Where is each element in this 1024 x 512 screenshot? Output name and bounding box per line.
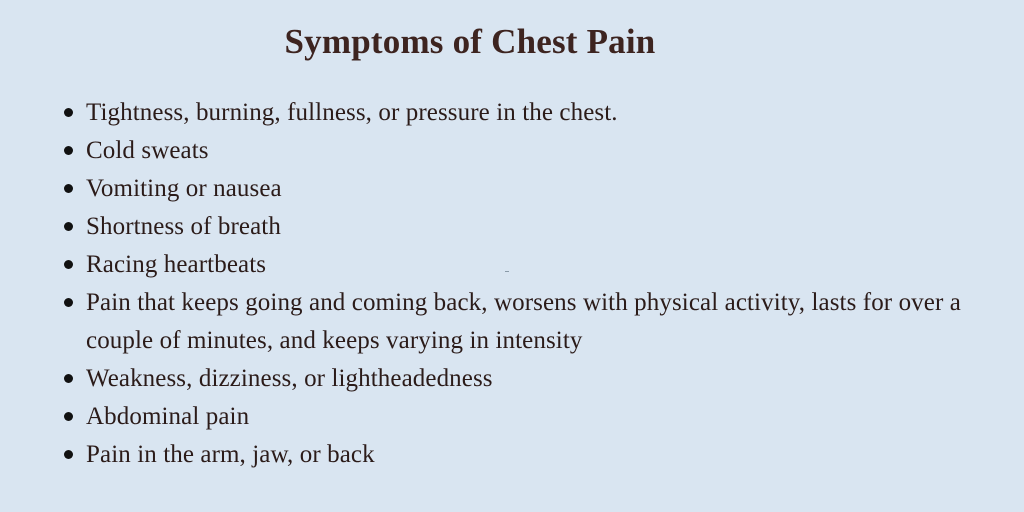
small-dash-mark: [505, 271, 509, 272]
list-item: [62, 436, 962, 474]
list-item: [62, 132, 962, 170]
list-item: [62, 246, 962, 284]
list-item-text: Abdominal pain: [86, 403, 250, 430]
list-item-text: Vomiting or nausea: [86, 175, 282, 202]
bullet-icon: [64, 412, 73, 421]
list-item: [62, 94, 962, 132]
list-item: [62, 170, 962, 208]
list-item-text: Cold sweats: [86, 137, 209, 164]
bullet-icon: [64, 108, 73, 117]
bullet-icon: [64, 184, 73, 193]
bullet-icon: [64, 374, 73, 383]
bullet-icon: [64, 260, 73, 269]
bullet-icon: [64, 222, 73, 231]
bullet-icon: [64, 298, 73, 307]
bullet-icon: [64, 146, 73, 155]
page-title: Symptoms of Chest Pain: [284, 22, 656, 61]
list-item: [62, 284, 962, 360]
list-item-text: Racing heartbeats: [86, 251, 267, 278]
list-item-text: Pain that keeps going and coming back, worsens with physical activity, lasts for over a couple of minutes, and keeps varying in intensity: [86, 289, 961, 354]
symptom-list: [62, 94, 962, 474]
list-item: [62, 398, 962, 436]
list-item-text: Tightness, burning, fullness, or pressure in the chest.: [86, 99, 618, 126]
list-item: [62, 360, 962, 398]
list-item-text: Weakness, dizziness, or lightheadedness: [86, 365, 493, 392]
list-item-text: Shortness of breath: [86, 213, 281, 240]
list-item: [62, 208, 962, 246]
list-item-text: Pain in the arm, jaw, or back: [86, 441, 375, 468]
bullet-icon: [64, 450, 73, 459]
